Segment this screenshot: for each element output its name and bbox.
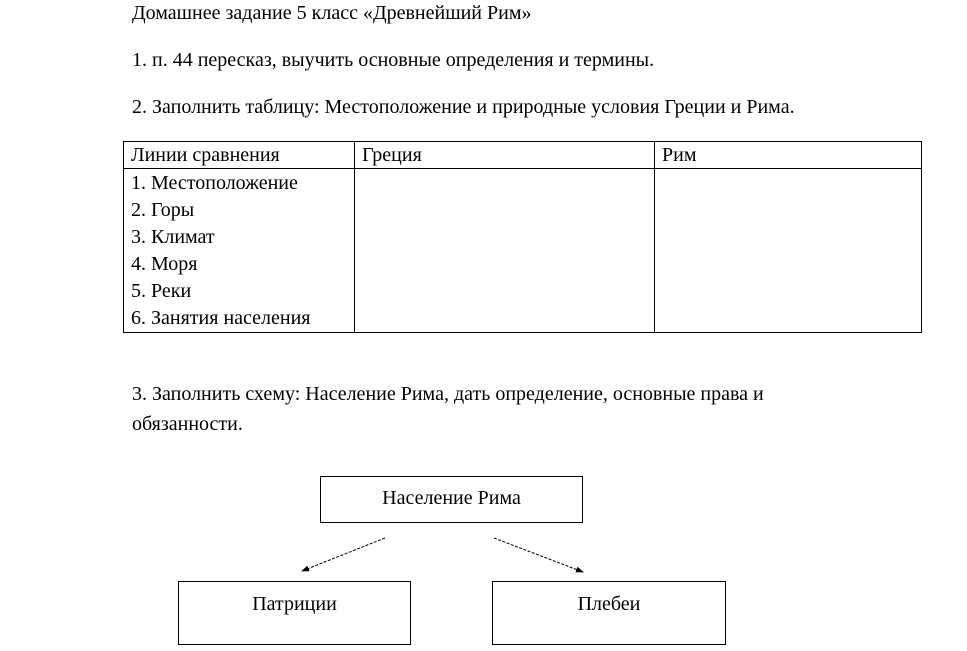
header-rome: Рим	[655, 142, 922, 169]
table-row	[124, 169, 922, 333]
scheme-root-box: Население Рима	[320, 476, 583, 523]
criterion-mountains: 2. Горы	[131, 199, 195, 221]
criterion-occupations: 6. Занятия населения	[131, 307, 311, 329]
rome-cell	[655, 169, 922, 333]
task-3-text-continued: обязанности.	[132, 413, 243, 435]
header-greece: Греция	[355, 142, 655, 169]
criterion-location: 1. Местоположение	[131, 172, 298, 194]
arrow-to-patricians	[302, 538, 385, 571]
criterion-seas: 4. Моря	[131, 253, 198, 275]
task-2-text: 2. Заполнить таблицу: Местоположение и природные условия Греции и Рима.	[132, 96, 795, 118]
task-3-text: 3. Заполнить схему: Население Рима, дать определение, основные права и	[132, 383, 764, 405]
greece-cell	[355, 169, 655, 333]
criterion-climate: 3. Климат	[131, 226, 215, 248]
header-comparison-lines: Линии сравнения	[124, 142, 355, 169]
page-title: Домашнее задание 5 класс «Древнейший Рим»	[132, 2, 532, 24]
arrow-to-plebeians	[494, 538, 583, 572]
comparison-table	[123, 141, 922, 333]
criteria-cell	[124, 169, 355, 333]
table-header-row	[124, 142, 922, 169]
task-1-text: 1. п. 44 пересказ, выучить основные определения и термины.	[132, 49, 655, 71]
scheme-plebeians-box: Плебеи	[492, 581, 726, 645]
criterion-rivers: 5. Реки	[131, 280, 192, 302]
scheme-patricians-box: Патриции	[178, 581, 411, 645]
